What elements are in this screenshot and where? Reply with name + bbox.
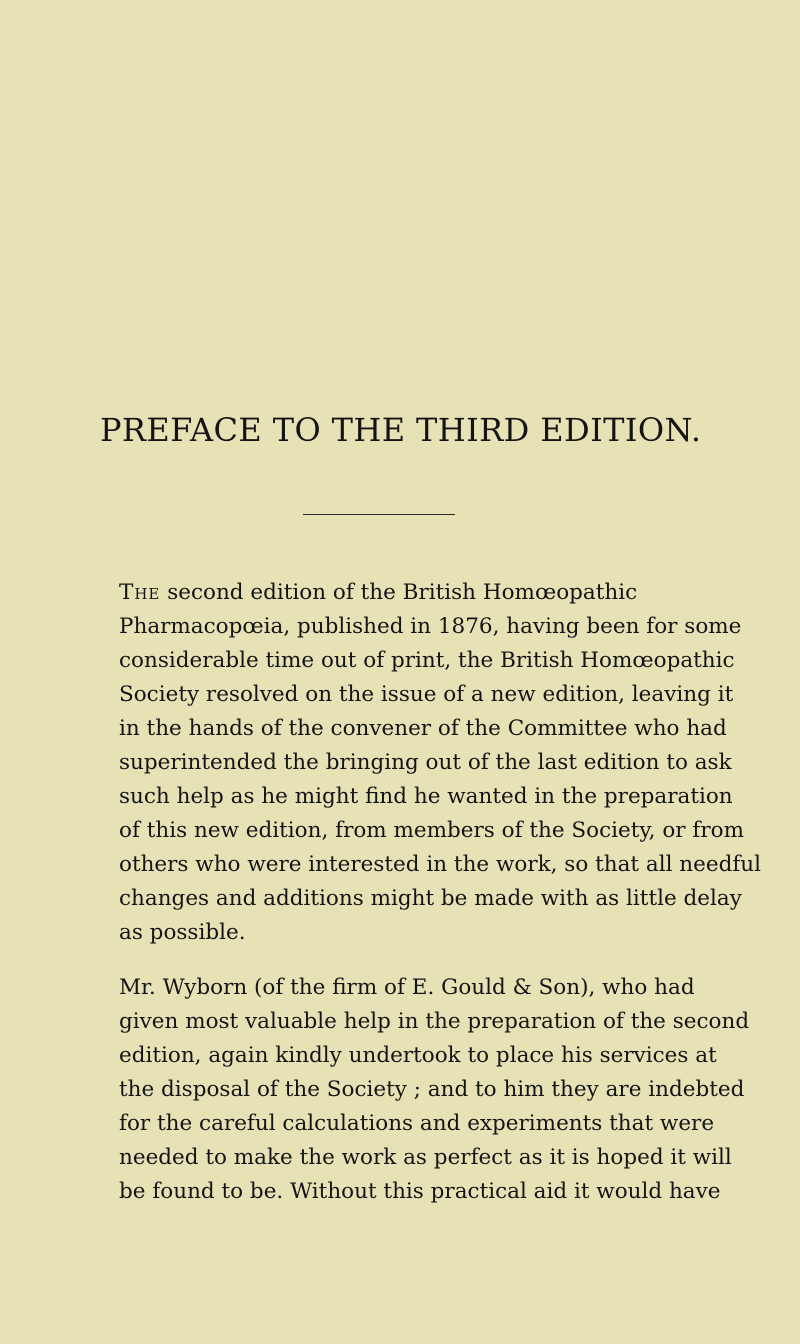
paragraph-1-line-text: second edition of the British Homœopathic bbox=[160, 580, 638, 605]
paragraph-1-line: considerable time out of print, the British Homœopathic bbox=[119, 648, 735, 673]
paragraph-1-line bbox=[119, 579, 699, 607]
paragraph-1-line: superintended the bringing out of the last edition to ask bbox=[119, 750, 732, 775]
title-divider bbox=[303, 514, 455, 515]
paragraph-2-line: for the careful calculations and experiments that were bbox=[119, 1111, 715, 1136]
preface-title: PREFACE TO THE THIRD EDITION. bbox=[100, 411, 702, 449]
paragraph-1-line: of this new edition, from members of the Society, or from bbox=[119, 818, 744, 843]
paragraph-2-line: Mr. Wyborn (of the firm of E. Gould & Son), who had bbox=[119, 975, 695, 1000]
paragraph-2-line: edition, again kindly undertook to place his services at bbox=[119, 1043, 717, 1068]
paragraph-2-line: needed to make the work as perfect as it is hoped it will bbox=[119, 1145, 732, 1170]
paragraph-1-line: Society resolved on the issue of a new edition, leaving it bbox=[119, 682, 734, 707]
paragraph-1-line: changes and additions might be made with as little delay bbox=[119, 886, 742, 911]
paragraph-1-line: others who were interested in the work, so that all needful bbox=[119, 852, 762, 877]
paragraph-2-line: given most valuable help in the preparation of the second bbox=[119, 1009, 750, 1034]
paragraph-2-line: be found to be. Without this practical aid it would have bbox=[119, 1179, 721, 1204]
paragraph-1-line: in the hands of the convener of the Committee who had bbox=[119, 716, 727, 741]
paragraph-lead-word: The bbox=[119, 580, 161, 605]
paragraph-1-line: as possible. bbox=[119, 920, 246, 945]
paragraph-1-line: Pharmacopœia, published in 1876, having been for some bbox=[119, 614, 742, 639]
paragraph-1-line: such help as he might find he wanted in the preparation bbox=[119, 784, 733, 809]
paragraph-2-line: the disposal of the Society ; and to him they are indebted bbox=[119, 1077, 745, 1102]
